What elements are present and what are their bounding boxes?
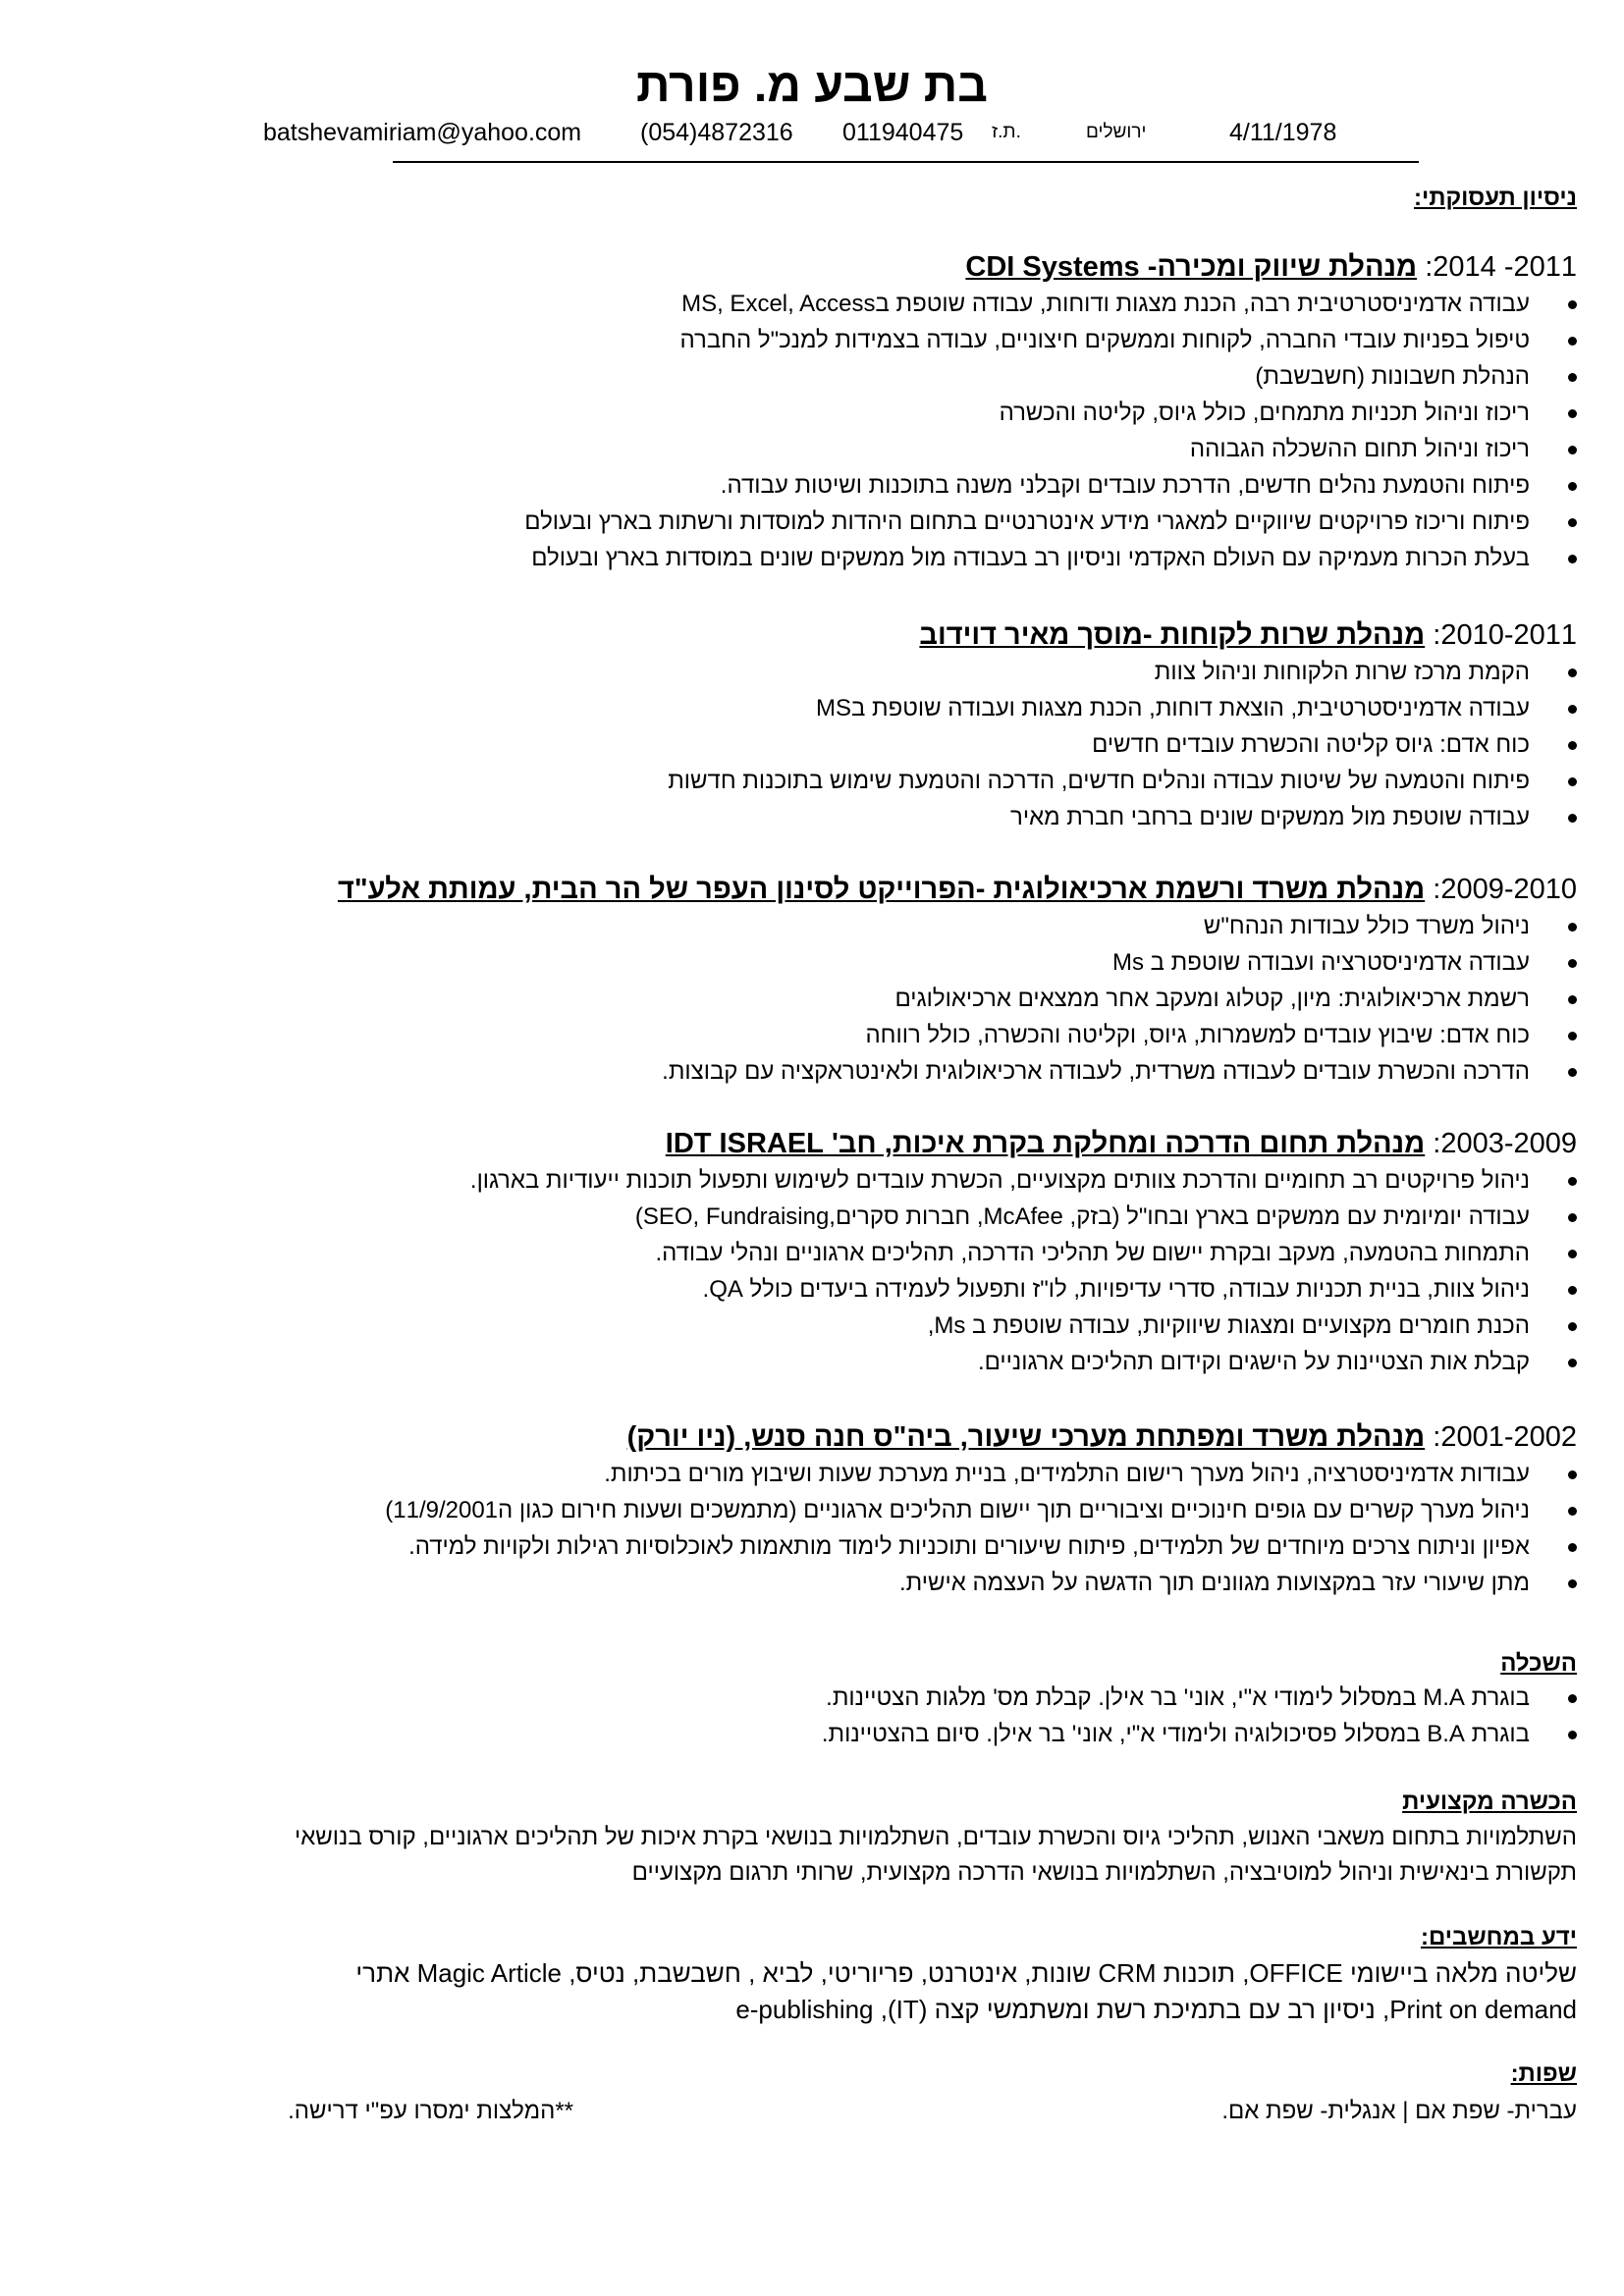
job-header [666, 1126, 1577, 1161]
list-item: עבודה יומיומית עם ממשקים בארץ ובחו"ל (בזק, McAfee, חברות סקרים,SEO, Fundraising) [470, 1199, 1577, 1235]
city: ירושלים [1086, 122, 1147, 142]
bullet-icon [1568, 1731, 1577, 1739]
job-bullets [524, 286, 1577, 576]
candidate-name: בת שבע מ. פורת [636, 60, 988, 112]
email: batshevamiriam@yahoo.com [263, 119, 582, 146]
job-years: 2010-2011: [1433, 619, 1577, 651]
list-item: כוח אדם: שיבוץ עובדים למשמרות, גיוס, וקליטה והכשרה, כולל רווחה [662, 1017, 1577, 1053]
job-title: מנהלת משרד ומפתחת מערכי שיעור, ביה"ס חנה סנש, (ניו יורק) [626, 1421, 1426, 1453]
training-line: תקשורת בינאישית וניהול למוטיבציה, השתלמויות בנושאי הדרכה מקצועית, שרותי תרגום מקצועיים [631, 1859, 1577, 1886]
list-item: אפיון וניתוח צרכים מיוחדים של תלמידים, פיתוח שיעורים ותוכניות לימוד מותאמות לאוכלוסיות רגילות ולקויות למידה. [385, 1528, 1577, 1565]
bullet-icon [1568, 1470, 1577, 1479]
bullet-icon [1568, 1322, 1577, 1331]
list-item: בוגרת M.A במסלול לימודי א"י, אוני' בר אילן. קבלת מס' מלגות הצטיינות. [822, 1680, 1577, 1716]
job-title: מנהלת משרד ורשמת ארכיאולוגית -הפרוייקט לסינון העפר של הר הבית, עמותת אלע"ד [337, 874, 1426, 905]
list-item: הכנת חומרים מקצועיים ומצגות שיווקיות, עבודה שוטפת ב Ms, [470, 1308, 1577, 1344]
bullet-icon [1568, 1543, 1577, 1552]
bullet-icon [1568, 814, 1577, 823]
id-number: 011940475 [842, 119, 964, 146]
list-item: ניהול משרד כולל עבודות הנהח"ש [662, 908, 1577, 944]
bullet-icon [1568, 1507, 1577, 1516]
bullet-icon [1568, 1068, 1577, 1077]
bullet-icon [1568, 300, 1577, 309]
bullet-icon [1568, 995, 1577, 1004]
computers-line: Print on demand, ניסיון רב עם בתמיכת רשת ומשתמשי קצה (IT), e-publishing [735, 1995, 1577, 2024]
bullet-icon [1568, 409, 1577, 418]
list-item: מתן שיעורי עזר במקצועות מגוונים תוך הדגשה על העצמה אישית. [385, 1565, 1577, 1601]
bullet-icon [1568, 1286, 1577, 1295]
job-years: 2009-2010: [1433, 874, 1577, 905]
education-heading: השכלה [1500, 1650, 1577, 1677]
bullet-icon [1568, 446, 1577, 454]
job-bullets [662, 908, 1577, 1090]
list-item: רשמת ארכיאולוגית: מיון, קטלוג ומעקב אחר ממצאים ארכיאולוגים [662, 981, 1577, 1017]
list-item: התמחות בהטמעה, מעקב ובקרת יישום של תהליכי הדרכה, תהליכים ארגוניים ונהלי עבודה. [470, 1235, 1577, 1271]
list-item: עבודות אדמיניסטרציה, ניהול מערך רישום התלמידים, בניית מערכת שעות ושיבוץ מורים בכיתות. [385, 1456, 1577, 1492]
list-item: בוגרת B.A במסלול פסיכולוגיה ולימודי א"י, אוני' בר אילן. סיום בהצטיינות. [822, 1716, 1577, 1752]
bullet-icon [1568, 1032, 1577, 1041]
job-header [627, 1419, 1577, 1455]
bullet-icon [1568, 337, 1577, 346]
list-item: עבודה אדמיניסטרטיבית, הוצאת דוחות, הכנת מצגות ועבודה שוטפת בMS [668, 690, 1577, 726]
bullet-icon [1568, 1250, 1577, 1258]
list-item: כוח אדם: גיוס קליטה והכשרת עובדים חדשים [668, 726, 1577, 763]
list-item: עבודה אדמיניסטרציה ועבודה שוטפת ב Ms [662, 944, 1577, 981]
training-heading: הכשרה מקצועית [1402, 1789, 1577, 1815]
bullet-icon [1568, 959, 1577, 968]
job-years: 2011- 2014: [1425, 251, 1577, 283]
job-title: מנהלת תחום הדרכה ומחלקת בקרת איכות, חב' IDT ISRAEL [665, 1128, 1426, 1159]
list-item: ניהול מערך קשרים עם גופים חינוכיים וציבוריים תוך יישום תהליכים ארגוניים (מתמשכים ושעות חירום כגון ה11/9/2001) [385, 1492, 1577, 1528]
bullet-icon [1568, 1579, 1577, 1588]
bullet-icon [1568, 1213, 1577, 1222]
bullet-icon [1568, 482, 1577, 491]
bullet-icon [1568, 668, 1577, 677]
references-note: **המלצות ימסרו עפ"י דרישה. [288, 2098, 573, 2124]
job-header [338, 872, 1577, 907]
bullet-icon [1568, 555, 1577, 563]
list-item: הנהלת חשבונות (חשבשבת) [524, 358, 1577, 395]
id-label: ת.ז. [992, 122, 1021, 142]
computers-heading: ידע במחשבים: [1420, 1924, 1577, 1950]
list-item: ניהול צוות, בניית תכניות עבודה, סדרי עדיפויות, לו"ז ותפעול לעמידה ביעדים כולל QA. [470, 1271, 1577, 1308]
job-title: מנהלת שיווק ומכירה- CDI Systems [965, 251, 1418, 283]
list-item: עבודה אדמיניסטרטיבית רבה, הכנת מצגות ודוחות, עבודה שוטפת בMS, Excel, Access [524, 286, 1577, 322]
bullet-icon [1568, 518, 1577, 527]
job-years: 2001-2002: [1433, 1421, 1577, 1453]
experience-heading: ניסיון תעסוקתי: [1414, 185, 1577, 211]
bullet-icon [1568, 923, 1577, 932]
languages-heading: שפות: [1510, 2060, 1577, 2087]
list-item: ריכוז וניהול תכניות מתמחים, כולל גיוס, קליטה והכשרה [524, 395, 1577, 431]
list-item: בעלת הכרות מעמיקה עם העולם האקדמי וניסיון רב בעבודה מול ממשקים שונים במוסדות בארץ ובעולם [524, 540, 1577, 576]
list-item: קבלת אות הצטיינות על הישגים וקידום תהליכים ארגוניים. [470, 1344, 1577, 1380]
bullet-icon [1568, 1359, 1577, 1367]
list-item: טיפול בפניות עובדי החברה, לקוחות וממשקים חיצוניים, עבודה בצמידות למנכ"ל החברה [524, 322, 1577, 358]
phone: (054)4872316 [640, 119, 793, 146]
list-item: הדרכה והכשרת עובדים לעבודה משרדית, לעבודה ארכיאולוגית ולאינטראקציה עם קבוצות. [662, 1053, 1577, 1090]
job-bullets [668, 654, 1577, 835]
list-item: פיתוח והטמעת נהלים חדשים, הדרכת עובדים וקבלני משנה בתוכנות ושיטות עבודה. [524, 467, 1577, 504]
education-list [822, 1680, 1577, 1752]
bullet-icon [1568, 373, 1577, 382]
bullet-icon [1568, 1694, 1577, 1703]
header-divider [393, 161, 1419, 163]
list-item: ריכוז וניהול תחום ההשכלה הגבוהה [524, 431, 1577, 467]
bullet-icon [1568, 777, 1577, 786]
job-years: 2003-2009: [1433, 1128, 1577, 1159]
languages-text: עברית- שפת אם | אנגלית- שפת אם. [1221, 2098, 1577, 2124]
bullet-icon [1568, 1177, 1577, 1186]
job-title: מנהלת שרות לקוחות -מוסך מאיר דוידוב [919, 619, 1426, 651]
list-item: עבודה שוטפת מול ממשקים שונים ברחבי חברת מאיר [668, 799, 1577, 835]
birth-date: 4/11/1978 [1229, 119, 1337, 146]
computers-line: שליטה מלאה ביישומי OFFICE, תוכנות CRM שונות, אינטרנט, פריוריטי, לביא , חשבשבת, נטיס, Magic Article אתרי [355, 1958, 1577, 1988]
list-item: פיתוח והטמעה של שיטות עבודה ונהלים חדשים, הדרכה והטמעת שימוש בתוכנות חדשות [668, 763, 1577, 799]
list-item: הקמת מרכז שרות הלקוחות וניהול צוות [668, 654, 1577, 690]
list-item: ניהול פרויקטים רב תחומיים והדרכת צוותים מקצועיים, הכשרת עובדים לשימוש ותפעול תוכנות ייעודיות בארגון. [470, 1162, 1577, 1199]
bullet-icon [1568, 705, 1577, 714]
job-header [965, 249, 1577, 285]
job-bullets [385, 1456, 1577, 1601]
training-line: השתלמויות בתחום משאבי האנוש, תהליכי גיוס והכשרת עובדים, השתלמויות בנושאי בקרת איכות של תהליכים ארגוניים, קורס בנושאי [294, 1824, 1577, 1850]
list-item: פיתוח וריכוז פרויקטים שיווקיים למאגרי מידע אינטרנטיים בתחום היהדות למוסדות ורשתות בארץ ובעולם [524, 504, 1577, 540]
bullet-icon [1568, 741, 1577, 750]
job-header [919, 617, 1577, 653]
job-bullets [470, 1162, 1577, 1380]
